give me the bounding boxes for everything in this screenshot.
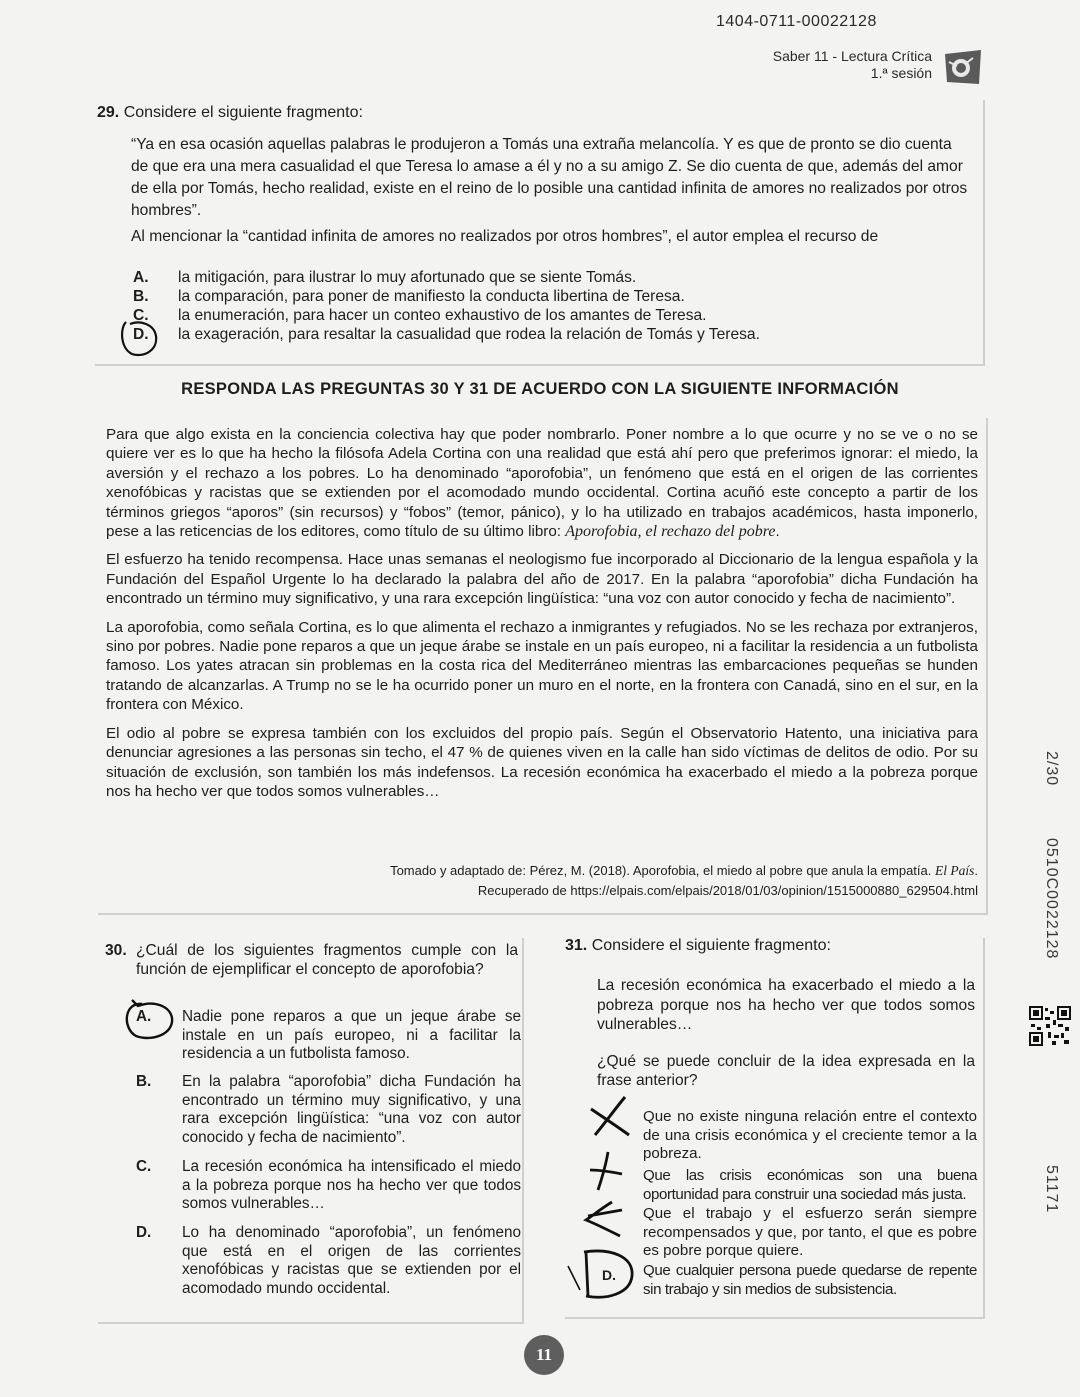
question-29-option-a[interactable] (133, 268, 760, 287)
source-url: Recuperado de https://elpais.com/elpais/2018/01/03/opinion/1515000880_629504.html (477, 883, 978, 898)
question-30-stem (105, 941, 518, 979)
source-suffix: . (974, 863, 978, 878)
question-30-option-c[interactable] (136, 1158, 521, 1214)
icfes-logo-icon (943, 48, 983, 86)
question-31-title (565, 937, 831, 955)
question-30-option-a[interactable] (136, 1008, 521, 1064)
question-31-option-d[interactable] (643, 1262, 977, 1299)
option-letter: D. (136, 1224, 152, 1241)
page-fraction: 2/30 (1043, 751, 1060, 787)
option-text: Que no existe ninguna relación entre el contexto de una crisis económica y el creciente temor a la pobreza. (643, 1108, 977, 1163)
option-text: la enumeración, para hacer un conteo exhaustivo de los amantes de Teresa. (178, 307, 707, 324)
question-29-title (97, 104, 363, 122)
option-letter: B. (136, 1073, 152, 1090)
option-text: En la palabra “aporofobia” dicha Fundación ha encontrado un término muy significativo, y una rara excepción lingüística: “una voz con autor conocido y fecha de nacimiento”. (182, 1073, 521, 1146)
option-text: Nadie pone reparos a que un jeque árabe se instale en un país europeo, ni a facilitar la residencia a un futbolista famoso. (182, 1008, 521, 1063)
option-letter: C. (136, 1158, 152, 1175)
question-30-option-d[interactable] (136, 1224, 521, 1298)
booklet-code: 0510C0022128 (1043, 838, 1060, 960)
option-text: la comparación, para poner de manifiesto la conducta libertina de Teresa. (178, 288, 685, 305)
reading-paragraph-1 (106, 425, 978, 541)
question-31-title-text: Considere el siguiente fragmento: (591, 937, 831, 954)
qr-code-icon (1028, 1005, 1072, 1047)
reading-paragraph-3: La aporofobia, como señala Cortina, es lo que alimenta el rechazo a inmigrantes y refugiados. No se les rechaza por extranjeros, sino por pobres. Nadie pone reparos a que un jeque árabe se instale en un país europeo, ni a facilitar la residencia a un futbolista famoso. Los yates atracan sin problemas en la costa rica del Mediterráneo mientras las embarcaciones pequeñas se hunden tratando de alcanzarlas. A Trump no se le ha ocurrido poner un muro en el norte, en la frontera con Canadá, sino en el sur, en la frontera con México. (106, 618, 978, 714)
question-29-option-c[interactable] (133, 306, 760, 325)
question-30-option-b[interactable] (136, 1073, 521, 1147)
option-text: la mitigación, para ilustrar lo muy afortunado que se siente Tomás. (178, 269, 637, 286)
option-text: Que las crisis económicas son una buena oportunidad para construir una sociedad más justa. (643, 1167, 977, 1203)
question-30-stem-text: ¿Cuál de los siguientes fragmentos cumple con la función de ejemplificar el concepto de aporofobia? (136, 942, 518, 978)
page-number: 11 (524, 1335, 564, 1375)
exam-header (773, 48, 932, 82)
option-text: Lo ha denominado “aporofobia”, un fenómeno que está en el origen de las corrientes xenofóbicas y racistas que se extienden por el acomodado mundo occidental. (182, 1224, 521, 1297)
question-29-option-d[interactable] (133, 325, 760, 344)
question-31-option-b[interactable] (643, 1167, 977, 1204)
book-title: Aporofobia, el rechazo del pobre (565, 523, 776, 541)
option-text: Que cualquier persona puede quedarse de repente sin trabajo y sin medios de subsistencia. (643, 1262, 977, 1298)
source-citation (390, 861, 978, 901)
source-line-1 (390, 861, 978, 881)
exam-title: Saber 11 - Lectura Crítica (772, 48, 932, 64)
svg-text:D.: D. (602, 1267, 616, 1283)
option-letter: A. (136, 1008, 152, 1025)
question-31-fragment: La recesión económica ha exacerbado el miedo a la pobreza porque nos ha hecho ver que todos somos vulnerables… (597, 977, 975, 1033)
reading-passage (106, 425, 978, 810)
question-29-number: 29. (97, 104, 120, 121)
option-letter: D. (133, 326, 149, 343)
reading-paragraph-1-text: Para que algo exista en la conciencia colectiva hay que poder nombrarlo. Poner nombre a lo que ocurre y no se ve o no se quiere ver es lo que ha hecho la filósofa Adela Cortina con una realidad que está ahí pero que preferimos ignorar: el miedo, la aversión y el rechazo a los pobres. Lo ha denominado “aporofobia”, un fenómeno que está en el origen de las corrientes xenofóbicas y racistas que se extienden por el acomodado mundo occidental. Cortina acuñó este concepto a partir de los términos griegos “aporos” (sin recursos) y “fobos” (temor, pánico), y lo ha utilizado en trabajos académicos, hasta imponerlo, pese a las reticencias de los editores, como título de su último libro: (106, 426, 978, 541)
code-bottom: 51171 (1043, 1165, 1060, 1214)
paragraph-end: . (775, 523, 780, 541)
source-journal: El País (935, 863, 975, 878)
option-text: la exageración, para resaltar la casualidad que rodea la relación de Tomás y Teresa. (178, 326, 760, 343)
question-31-number: 31. (565, 937, 588, 954)
barcode-number: 1404-0711-00022128 (716, 13, 877, 30)
option-letter: B. (133, 288, 149, 305)
option-text: Que el trabajo y el esfuerzo serán siempre recompensados y que, por tanto, el que es pobre es pobre porque quiere. (643, 1205, 977, 1260)
question-29-stem: Al mencionar la “cantidad infinita de amores no realizados por otros hombres”, el autor emplea el recurso de (131, 228, 879, 245)
question-29-options (133, 268, 760, 344)
option-letter: A. (133, 269, 149, 286)
reading-paragraph-4: El odio al pobre se expresa también con los excluidos del propio país. Según el Observatorio Hatento, una iniciativa para denunciar agresiones a las personas sin techo, el 47 % de quienes viven en la calle han sido víctimas de delitos de odio. Por su situación de exclusión, son también los más indefensos. La recesión económica ha exacerbado el miedo a la pobreza porque nos ha hecho ver que todos somos vulnerables… (106, 724, 978, 800)
question-30-number: 30. (105, 942, 127, 959)
source-prefix: Tomado y adaptado de: Pérez, M. (2018). Aporofobia, el miedo al pobre que anula la empatía. (390, 863, 932, 878)
question-31-option-a[interactable] (643, 1108, 977, 1164)
question-29-fragment: “Ya en esa ocasión aquellas palabras le produjeron a Tomás una extraña melancolía. Y es que de pronto se dio cuenta de que era una mera casualidad el que Teresa lo amase a él y no a su amigo Z. Se dio cuenta de que, además del amor de ella por Tomás, hecho realidad, existe en el reino de lo posible una cantidad infinita de amores no realizados por otros hombres”. (131, 136, 968, 219)
option-text: La recesión económica ha intensificado el miedo a la pobreza porque nos ha hecho ver que todos somos vulnerables… (182, 1158, 521, 1213)
question-31-stem: ¿Qué se puede concluir de la idea expresada en la frase anterior? (597, 1053, 975, 1089)
exam-session: 1.ª sesión (870, 65, 932, 81)
reading-paragraph-2: El esfuerzo ha tenido recompensa. Hace unas semanas el neologismo fue incorporado al Diccionario de la lengua española y la Fundación del Español Urgente lo ha declarado la palabra del año de 2017. En la palabra “aporofobia” dicha Fundación ha encontrado un término muy significativo, y una rara excepción lingüística: “una voz con autor conocido y fecha de nacimiento”. (106, 551, 978, 608)
question-31-option-c[interactable] (643, 1205, 977, 1261)
section-title: RESPONDA LAS PREGUNTAS 30 Y 31 DE ACUERDO CON LA SIGUIENTE INFORMACIÓN (181, 380, 899, 398)
question-29-title-text: Considere el siguiente fragmento: (123, 104, 363, 121)
question-29-option-b[interactable] (133, 287, 760, 306)
option-letter: C. (133, 307, 149, 324)
